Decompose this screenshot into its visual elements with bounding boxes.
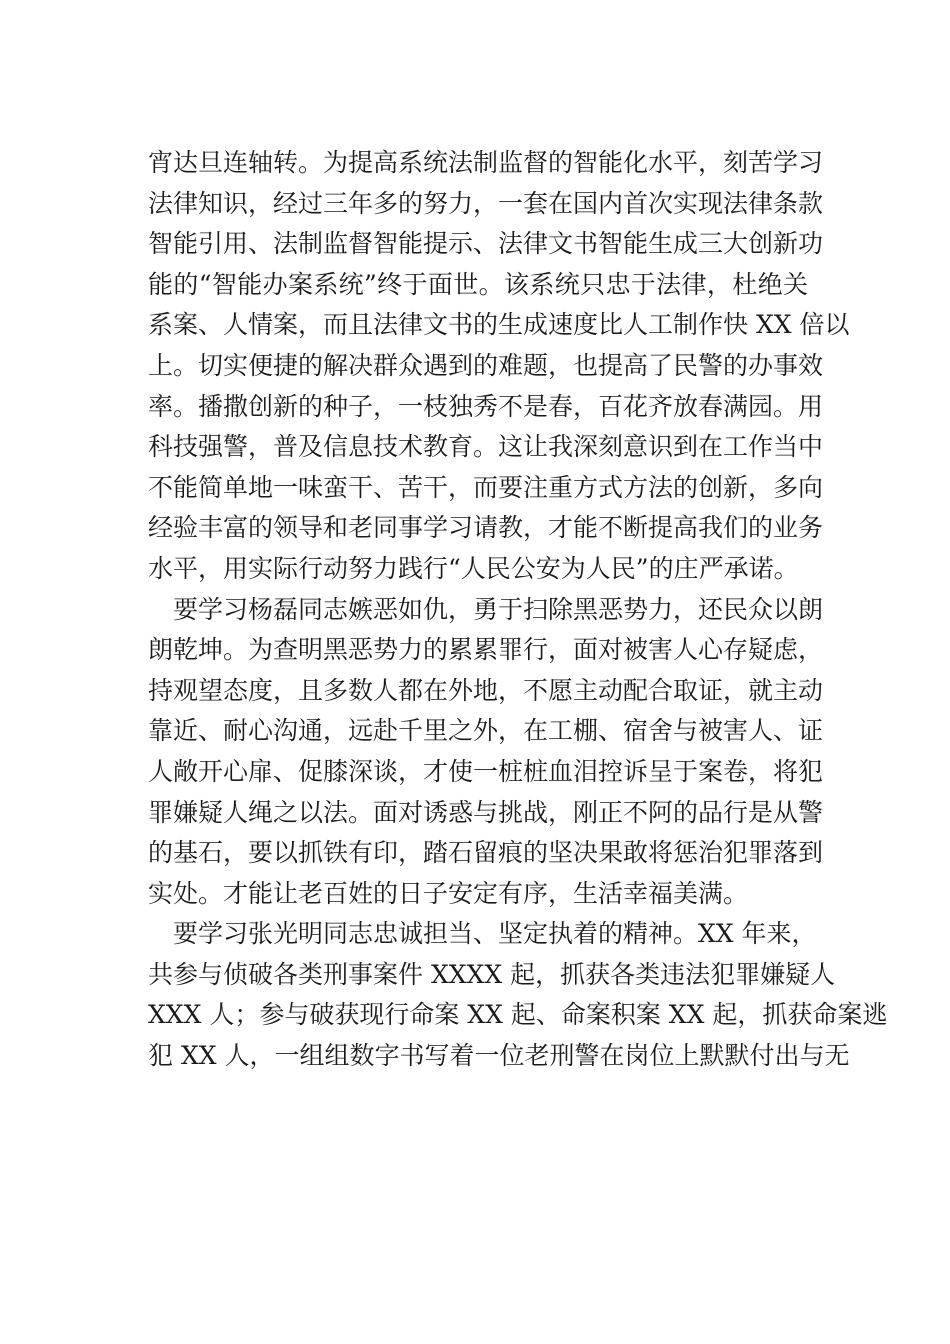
text-line: 科技强警，普及信息技术教育。这让我深刻意识到在工作当中 <box>148 432 824 462</box>
text-line: 人敞开心扉、促膝深谈，才使一桩桩血泪控诉呈于案卷，将犯 <box>148 756 824 786</box>
body-text <box>148 143 888 1077</box>
text-line: 不能简单地一味蛮干、苦干，而要注重方式方法的创新，多向 <box>148 472 824 502</box>
text-line: 要学习张光明同志忠诚担当、坚定执着的精神。XX 年来， <box>173 919 817 949</box>
text-line: 要学习杨磊同志嫉恶如仇，勇于扫除黑恶势力，还民众以朗 <box>173 594 824 624</box>
text-line: 罪嫌疑人绳之以法。面对诱惑与挑战，刚正不阿的品行是从警 <box>148 797 824 827</box>
text-line: 靠近、耐心沟通，远赴千里之外，在工棚、宿舍与被害人、证 <box>148 716 824 746</box>
text-line: 共参与侦破各类刑事案件 XXXX 起，抓获各类违法犯罪嫌疑人 <box>148 959 836 989</box>
text-line: 水平，用实际行动努力践行“人民公安为人民”的庄严承诺。 <box>148 553 799 583</box>
text-line: 朗乾坤。为查明黑恶势力的累累罪行，面对被害人心存疑虑， <box>148 635 824 665</box>
text-line: 宵达旦连轴转。为提高系统法制监督的智能化水平，刻苦学习 <box>148 148 824 177</box>
text-line: 智能引用、法制监督智能提示、法律文书智能生成三大创新功 <box>148 229 824 259</box>
text-line: 经验丰富的领导和老同事学习请教，才能不断提高我们的业务 <box>148 513 824 543</box>
text-line: 犯 XX 人，一组组数字书写着一位老刑警在岗位上默默付出与无 <box>148 1041 850 1071</box>
text-line: 系案、人情案，而且法律文书的生成速度比人工制作快 XX 倍以 <box>148 310 850 340</box>
text-line: 上。切实便捷的解决群众遇到的难题，也提高了民警的办事效 <box>148 350 824 380</box>
text-line: 的基石，要以抓铁有印，踏石留痕的坚决果敢将惩治犯罪落到 <box>148 838 824 868</box>
text-line: 法律知识，经过三年多的努力，一套在国内首次实现法律条款 <box>148 188 824 218</box>
text-line: 率。播撒创新的种子，一枝独秀不是春，百花齐放春满园。用 <box>148 391 824 421</box>
text-line: 实处。才能让老百姓的日子安定有序，生活幸福美满。 <box>148 878 749 908</box>
text-line: XXX 人；参与破获现行命案 XX 起、命案积案 XX 起，抓获命案逃 <box>148 1000 888 1030</box>
text-line: 能的“智能办案系统”终于面世。该系统只忠于法律，杜绝关 <box>148 269 808 299</box>
text-line: 持观望态度，且多数人都在外地，不愿主动配合取证，就主动 <box>148 675 824 705</box>
